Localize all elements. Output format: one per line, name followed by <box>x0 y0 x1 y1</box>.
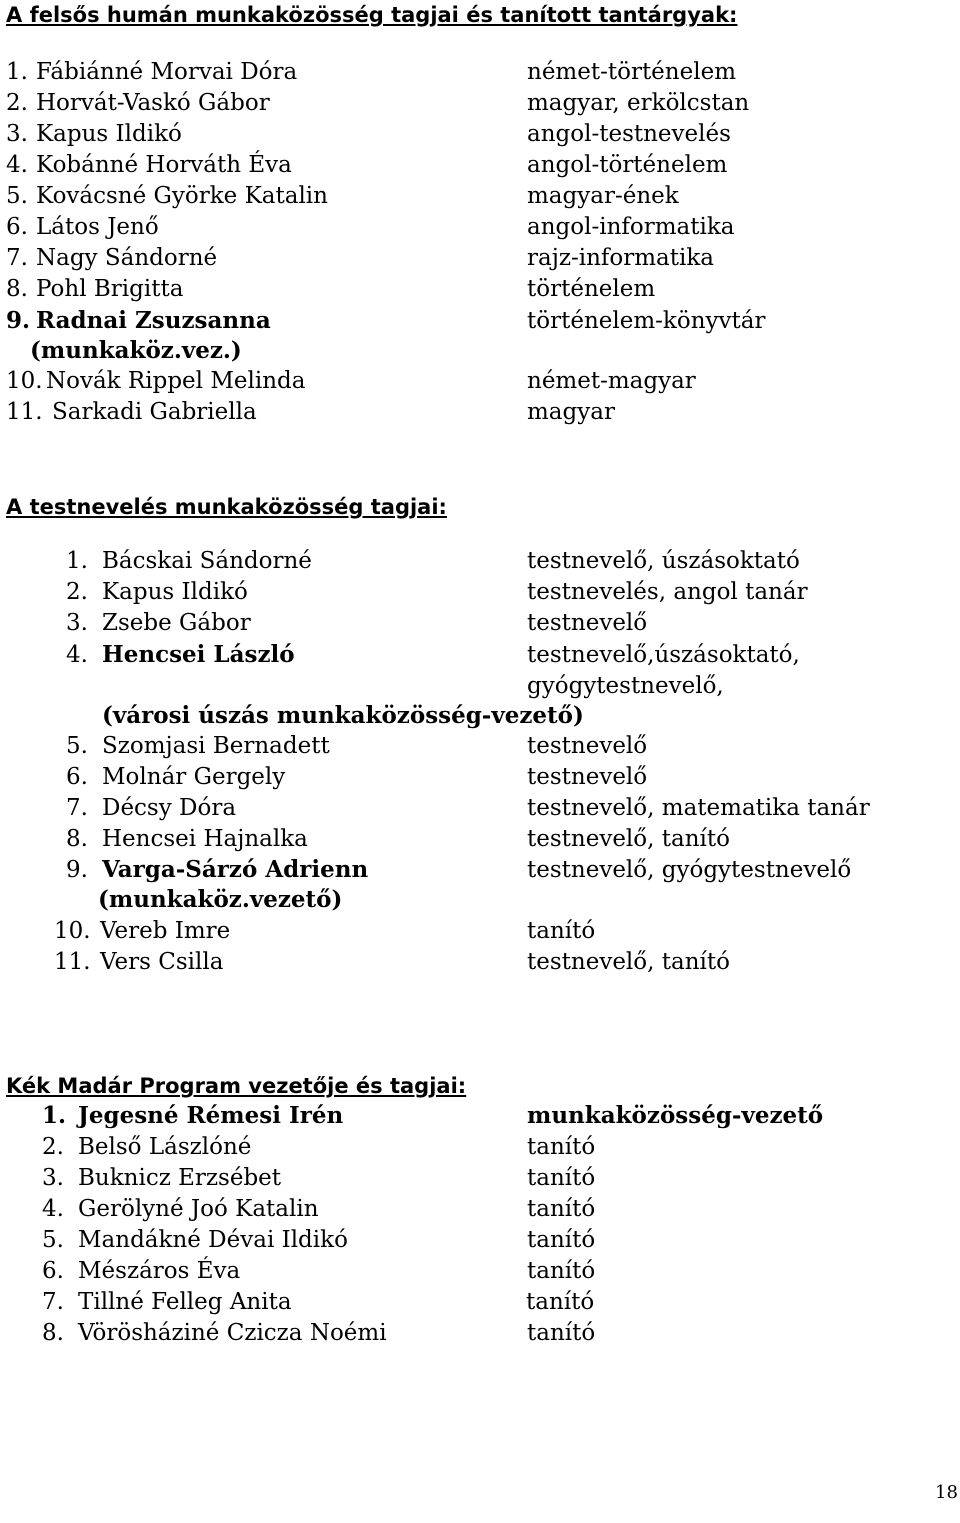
member-subject: tanító <box>527 1320 596 1346</box>
item-number: 10. <box>54 918 91 944</box>
member-name: Mandákné Dévai Ildikó <box>78 1227 348 1253</box>
item-number: 6. <box>42 1258 64 1284</box>
member-subject: tanító <box>527 1196 596 1222</box>
member-name: Bácskai Sándorné <box>102 548 312 574</box>
item-number: 6. <box>66 764 88 790</box>
member-subject: tanító <box>527 1258 596 1284</box>
item-number: 8. <box>6 276 28 302</box>
item-number: 5. <box>66 733 88 759</box>
member-subject: történelem-könyvtár <box>527 308 766 334</box>
member-name: Zsebe Gábor <box>102 610 251 636</box>
item-number: 2. <box>66 579 88 605</box>
item-number: 9. <box>66 857 88 883</box>
item-number: 1. <box>6 59 28 85</box>
member-name: Décsy Dóra <box>102 795 237 821</box>
item-number: 9. <box>6 307 31 334</box>
member-subject: testnevelő <box>527 610 648 636</box>
section-title-pe: A testnevelés munkaközösség tagjai: <box>6 495 447 519</box>
member-subject: magyar <box>527 399 615 425</box>
member-subject: német-magyar <box>527 368 696 394</box>
member-name: Belső Lászlóné <box>78 1134 252 1160</box>
page-number: 18 <box>935 1482 958 1503</box>
item-number: 4. <box>42 1196 64 1222</box>
member-name: Kapus Ildikó <box>102 579 248 605</box>
section-title-blue-bird: Kék Madár Program vezetője és tagjai: <box>6 1074 467 1098</box>
item-number: 1. <box>42 1102 67 1129</box>
item-number: 4. <box>66 642 88 668</box>
item-number: 8. <box>42 1320 64 1346</box>
section-title-humanities: A felsős humán munkaközösség tagjai és tanított tantárgyak: <box>6 3 738 27</box>
member-subject: angol-testnevelés <box>527 121 731 147</box>
member-subject: testnevelő, matematika tanár <box>527 795 870 821</box>
member-subject: tanító <box>527 1134 596 1160</box>
item-number: 2. <box>42 1134 64 1160</box>
member-subject: testnevelő,úszásoktató, <box>527 642 800 668</box>
member-name: Hencsei László <box>102 641 295 668</box>
item-number: 7. <box>6 245 28 271</box>
item-number: 5. <box>6 183 28 209</box>
item-number: 11. <box>6 399 43 425</box>
member-role-note: (munkaköz.vezető) <box>98 886 343 913</box>
member-name: Mészáros Éva <box>78 1258 241 1284</box>
member-name: Kapus Ildikó <box>36 121 182 147</box>
member-subject-continued: gyógytestnevelő, <box>527 673 724 699</box>
member-name: Jegesné Rémesi Irén <box>78 1102 344 1129</box>
member-name: Nagy Sándorné <box>36 245 218 271</box>
member-subject: tanító <box>527 1227 596 1253</box>
member-subject: testnevelő, tanító <box>527 949 730 975</box>
member-name: Fábiánné Morvai Dóra <box>36 59 298 85</box>
member-name: Novák Rippel Melinda <box>46 368 306 394</box>
member-name: Kobánné Horváth Éva <box>36 152 292 178</box>
item-number: 7. <box>66 795 88 821</box>
member-subject: tanító <box>526 1289 595 1315</box>
member-subject: testnevelő, úszásoktató <box>527 548 800 574</box>
member-subject: német-történelem <box>527 59 736 85</box>
member-name: Vers Csilla <box>100 949 224 975</box>
member-subject: angol-informatika <box>527 214 735 240</box>
member-subject: testnevelő, gyógytestnevelő <box>527 857 852 883</box>
member-subject: munkaközösség-vezető <box>527 1102 824 1129</box>
item-number: 3. <box>6 121 28 147</box>
member-name: Vörösháziné Czicza Noémi <box>78 1320 387 1346</box>
member-name: Kovácsné Györke Katalin <box>36 183 328 209</box>
member-subject: angol-történelem <box>527 152 728 178</box>
item-number: 7. <box>42 1289 64 1315</box>
member-subject: testnevelő, tanító <box>527 826 730 852</box>
item-number: 11. <box>54 949 91 975</box>
item-number: 8. <box>66 826 88 852</box>
member-name: Tillné Felleg Anita <box>78 1289 292 1315</box>
member-subject: testnevelő <box>527 733 648 759</box>
member-name: Sarkadi Gabriella <box>52 399 257 425</box>
item-number: 10. <box>6 368 43 394</box>
member-name: Pohl Brigitta <box>36 276 184 302</box>
item-number: 6. <box>6 214 28 240</box>
item-number: 5. <box>42 1227 64 1253</box>
member-subject: testnevelő <box>527 764 648 790</box>
member-name: Varga-Sárzó Adrienn <box>102 856 369 883</box>
member-name: Hencsei Hajnalka <box>102 826 308 852</box>
member-subject: történelem <box>527 276 656 302</box>
item-number: 3. <box>42 1165 64 1191</box>
item-number: 4. <box>6 152 28 178</box>
member-name: Látos Jenő <box>36 214 159 240</box>
member-subject: tanító <box>527 1165 596 1191</box>
member-subject: testnevelés, angol tanár <box>527 579 808 605</box>
member-name: Szomjasi Bernadett <box>102 733 330 759</box>
member-name: Gerölyné Joó Katalin <box>78 1196 319 1222</box>
member-name: Radnai Zsuzsanna <box>36 307 271 334</box>
member-name: Buknicz Erzsébet <box>78 1165 282 1191</box>
member-subject: magyar-ének <box>527 183 679 209</box>
item-number: 2. <box>6 90 28 116</box>
member-name: Vereb Imre <box>100 918 231 944</box>
item-number: 1. <box>66 548 88 574</box>
item-number: 3. <box>66 610 88 636</box>
member-subject: magyar, erkölcstan <box>527 90 750 116</box>
member-role-note: (munkaköz.vez.) <box>30 337 242 364</box>
member-role-note: (városi úszás munkaközösség-vezető) <box>102 702 584 729</box>
member-subject: tanító <box>527 918 596 944</box>
member-subject: rajz-informatika <box>527 245 715 271</box>
member-name: Molnár Gergely <box>102 764 286 790</box>
member-name: Horvát-Vaskó Gábor <box>36 90 270 116</box>
